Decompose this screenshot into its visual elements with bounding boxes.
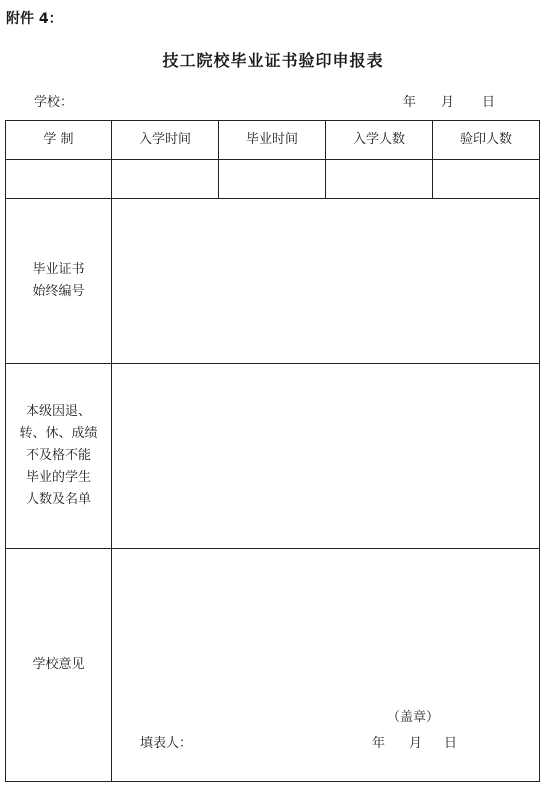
opinion-date-year: 年 (372, 736, 386, 751)
unable-students-label-line5: 人数及名单 (25, 492, 91, 507)
opinion-date-month: 月 (409, 736, 423, 751)
header-date-year: 年 (403, 95, 417, 110)
certificate-number-label (6, 199, 112, 364)
header-date-month: 月 (441, 95, 455, 110)
school-opinion-field[interactable] (112, 549, 540, 782)
unable-students-label-line3: 不及格不能 (25, 448, 91, 463)
column-header-enrollment-time: 入学时间 (112, 121, 219, 160)
unable-students-row (6, 364, 540, 549)
application-form-table (5, 120, 540, 782)
program-length-cell[interactable] (6, 160, 112, 199)
verified-count-cell[interactable] (433, 160, 540, 199)
unable-students-label-line4: 毕业的学生 (25, 470, 91, 485)
header-row (6, 121, 540, 160)
unable-students-field[interactable] (112, 364, 540, 549)
certificate-number-row (6, 199, 540, 364)
column-header-graduation-time: 毕业时间 (219, 121, 326, 160)
school-opinion-row (6, 549, 540, 782)
opinion-date-day: 日 (444, 736, 458, 751)
certificate-number-label-line2: 始终编号 (32, 284, 85, 299)
enrollment-time-cell[interactable] (112, 160, 219, 199)
school-label: 学校： (34, 95, 74, 110)
column-header-enrollment-count: 入学人数 (326, 121, 433, 160)
school-opinion-label: 学校意见 (6, 549, 112, 782)
seal-label: （盖章） (387, 710, 440, 725)
form-title: 技工院校毕业证书验印申报表 (162, 51, 384, 70)
filler-label: 填表人： (140, 736, 193, 751)
certificate-number-label-line1: 毕业证书 (32, 262, 85, 277)
unable-students-label-line1: 本级因退、 (25, 404, 91, 419)
certificate-number-field[interactable] (112, 199, 540, 364)
column-header-program-length: 学 制 (6, 121, 112, 160)
graduation-time-cell[interactable] (219, 160, 326, 199)
column-header-verified-count: 验印人数 (433, 121, 540, 160)
attachment-label: 附件 4： (6, 11, 63, 27)
enrollment-count-cell[interactable] (326, 160, 433, 199)
blank-data-row (6, 160, 540, 199)
header-date-day: 日 (482, 95, 496, 110)
unable-students-label-line2: 转、休、成绩 (19, 426, 98, 441)
unable-students-label (6, 364, 112, 549)
